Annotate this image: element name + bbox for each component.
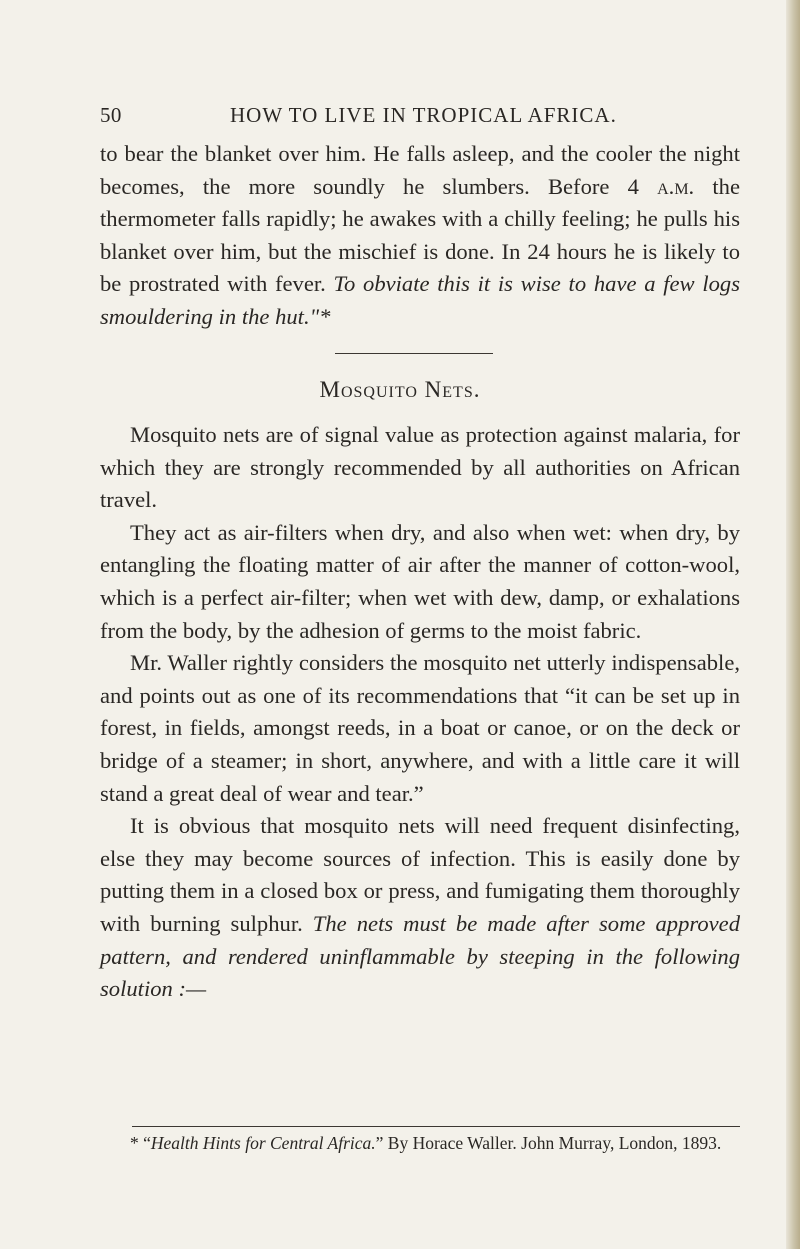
- paragraph-protection: Mosquito nets are of signal value as protection against malaria, for which they are strongly recommended by all authorities on African travel.: [100, 422, 740, 513]
- paragraph-text: It is obvious that mosquito nets will need frequent disinfecting, else they may become sources of infection. This is easily done by putting them in a closed box or press, and fumigating them thoroughly with burning sulphur.: [100, 813, 740, 936]
- section-heading: Mosquito Nets.: [319, 377, 481, 402]
- text-block-main: [100, 419, 740, 1006]
- paragraph-waller: Mr. Waller rightly considers the mosquito net utterly indispensable, and points out as one of its recommendations that “it can be set up in forest, in fields, amongst reeds, in a boat or canoe, or on the deck or bridge of a steamer; in short, anywhere, and with a little care it will stand a great deal of wear and tear.”: [100, 650, 740, 806]
- footnote-rule: [132, 1126, 740, 1127]
- text-block-top: [100, 138, 740, 334]
- paragraph-text: to bear the blanket over him. He falls asleep, and the cooler the night becomes, the more soundly he slumbers. Before 4: [100, 141, 740, 199]
- page-number: 50: [100, 103, 122, 127]
- page-edge-shadow: [786, 0, 800, 1249]
- footnote-mark: * “: [130, 1133, 151, 1153]
- italic-instruction: The nets must be made after some approved pattern, and rendered uninflammable by steeping in the following solution :—: [100, 910, 740, 1002]
- paragraph-air-filters: They act as air-filters when dry, and also when wet: when dry, by entangling the floating matter of air after the manner of cotton-wool, which is a perfect air-filter; when wet with dew, damp, or exhalations from the body, by the adhesion of germs to the moist fabric.: [100, 519, 740, 643]
- footnote-citation: ” By Horace Waller. John Murray, London, 1893.: [375, 1133, 722, 1153]
- footnote: [100, 1131, 740, 1155]
- footnote-book-title: Health Hints for Central Africa.: [150, 1133, 376, 1153]
- running-head: HOW TO LIVE IN TROPICAL AFRICA.: [230, 103, 617, 127]
- paragraph-disinfecting: [100, 810, 740, 1006]
- paragraph-text: the thermometer falls rapidly; he awakes with a chilly feeling; he pulls his blanket over him, but the mischief is done. In 24 hours he is likely to be prostrated with fever.: [100, 173, 740, 297]
- footnote-text: [100, 1131, 740, 1155]
- paragraph-blanket: [100, 138, 740, 334]
- section-divider: [335, 353, 493, 354]
- time-abbrev: a.m.: [657, 173, 695, 199]
- italic-advice: To obviate this it is wise to have a few logs smouldering in the hut."*: [100, 271, 740, 329]
